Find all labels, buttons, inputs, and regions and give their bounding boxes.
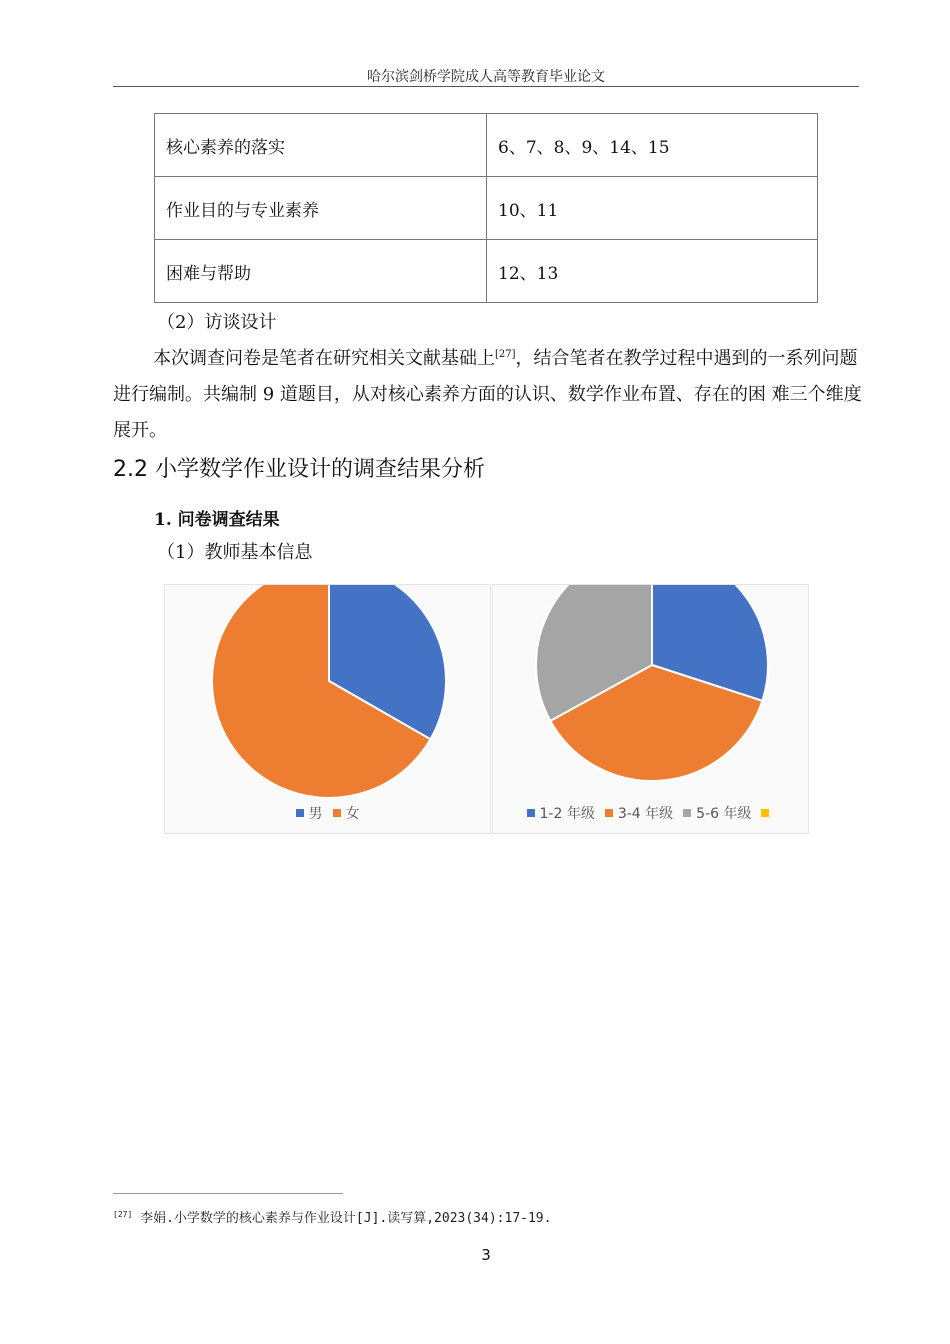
legend-item — [296, 806, 323, 822]
legend-item — [683, 806, 751, 822]
legend-item — [527, 806, 595, 822]
teacher-basic-info-title: （1）教师基本信息 — [157, 542, 313, 563]
body-text-pre: 本次调查问卷是笔者在研究相关文献基础上 — [153, 348, 495, 369]
interview-design-title: （2）访谈设计 — [157, 312, 277, 333]
citation-marker[interactable]: [27] — [495, 349, 516, 360]
grade-legend — [493, 803, 808, 823]
footnote-marker: [27] — [113, 1210, 133, 1219]
subsection-heading: 1. 问卷调查结果 — [154, 510, 280, 530]
grade-pie-chart — [492, 584, 809, 834]
body-text-post: ，结合笔者在教学过程中遇到的一系列问题进行编制。共编制 9 道题目，从对核心素养方面的认识、数学作业布置、存在的困 难三个维度展开。 — [113, 348, 862, 441]
gender-pie-chart — [164, 584, 491, 834]
table-cell-dimension: 困难与帮助 — [155, 240, 487, 303]
footnote-text: 李娟.小学数学的核心素养与作业设计[J].读写算,2023(34):17-19. — [132, 1211, 552, 1226]
legend-swatch — [527, 809, 535, 817]
footnote — [113, 1207, 551, 1226]
running-header: 哈尔滨剑桥学院成人高等教育毕业论文 — [367, 69, 605, 85]
legend-label: 5-6 年级 — [696, 806, 752, 822]
table-cell-items: 10、11 — [487, 177, 818, 240]
legend-item — [761, 806, 774, 822]
section-heading: 2.2 小学数学作业设计的调查结果分析 — [113, 457, 485, 482]
legend-label: 1-2 年级 — [539, 806, 595, 822]
footnote-rule — [113, 1193, 343, 1194]
legend-label: 男 — [308, 806, 323, 822]
legend-swatch — [683, 809, 691, 817]
gender-legend — [165, 803, 490, 823]
page-number: 3 — [481, 1246, 491, 1264]
legend-swatch — [761, 809, 769, 817]
table-cell-dimension: 作业目的与专业素养 — [155, 177, 487, 240]
gender-pie-svg — [165, 585, 491, 834]
interview-body-paragraph — [113, 337, 873, 449]
legend-item — [605, 806, 673, 822]
table-row — [155, 240, 818, 303]
legend-item — [333, 806, 360, 822]
legend-swatch — [296, 809, 304, 817]
survey-dimension-table — [154, 113, 818, 303]
table-cell-dimension: 核心素养的落实 — [155, 114, 487, 177]
table-row — [155, 177, 818, 240]
legend-label: 女 — [345, 806, 360, 822]
table-row — [155, 114, 818, 177]
legend-swatch — [333, 809, 341, 817]
legend-label: 3-4 年级 — [617, 806, 674, 822]
header-rule — [113, 86, 859, 87]
legend-swatch — [605, 809, 613, 817]
table-cell-items: 12、13 — [487, 240, 818, 303]
table-cell-items: 6、7、8、9、14、15 — [487, 114, 818, 177]
grade-pie-svg — [493, 585, 809, 834]
